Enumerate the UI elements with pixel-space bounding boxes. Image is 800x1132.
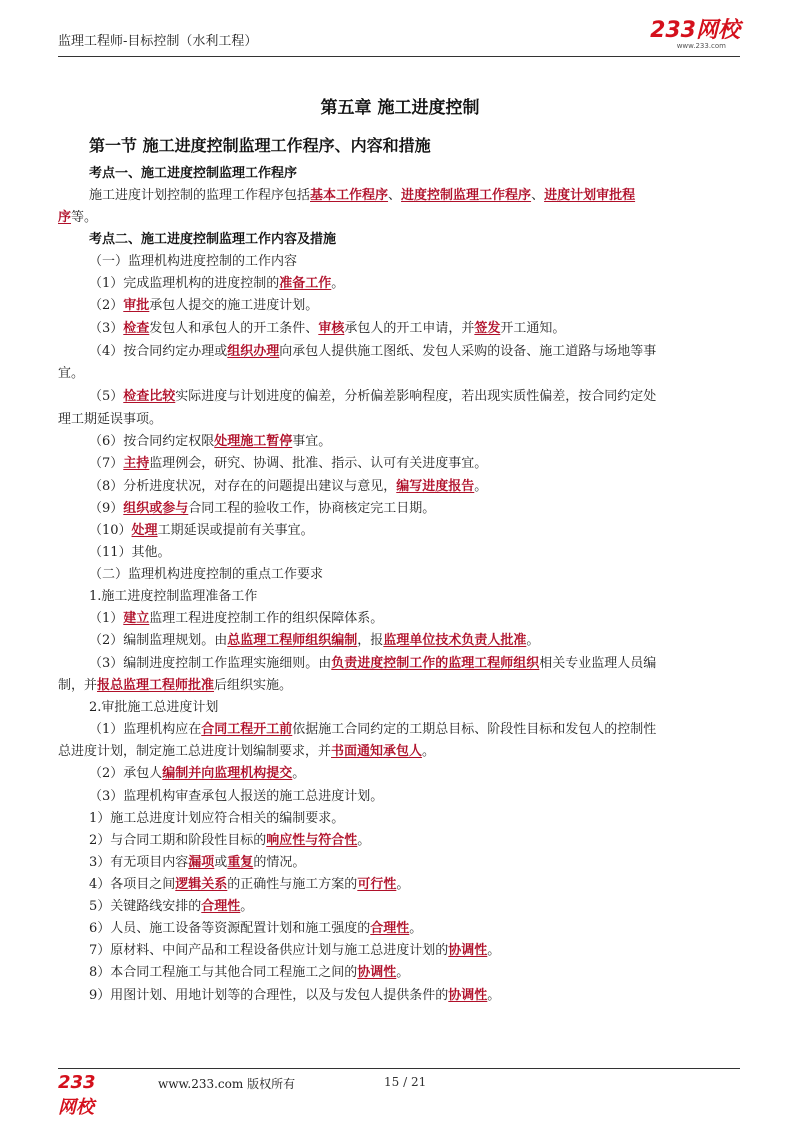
text-line xyxy=(89,896,253,918)
text-segment: 4）各项目之间 xyxy=(89,877,176,892)
logo-text: 233网校 xyxy=(650,18,740,43)
text-line xyxy=(89,763,305,785)
text-segment: （2） xyxy=(89,298,124,313)
text-line xyxy=(89,786,383,808)
text-segment: （2）编制监理规划。由 xyxy=(89,633,228,648)
text-segment: （4）按合同约定办理或 xyxy=(89,344,228,359)
page-header xyxy=(58,0,740,58)
highlighted-term: 检查 xyxy=(123,321,150,336)
text-segment: （8）分析进度状况，对存在的问题提出建议与意见， xyxy=(89,479,397,494)
text-segment: 或 xyxy=(214,855,228,870)
text-segment: 依据施工合同约定的工期总目标、阶段性目标和发包人的控制性 xyxy=(292,722,657,737)
highlighted-term: 总监理工程师组织编制 xyxy=(227,633,358,648)
text-segment: （一）监理机构进度控制的工作内容 xyxy=(89,254,298,269)
text-segment: 合同工程的验收工作，协商核定完工日期。 xyxy=(188,501,436,516)
highlighted-term: 协调性 xyxy=(448,943,488,958)
highlighted-term: 合理性 xyxy=(201,899,241,914)
text-line xyxy=(89,295,318,317)
chapter-title: 第五章 施工进度控制 xyxy=(320,98,480,118)
copyright-text: www.233.com 版权所有 xyxy=(158,1077,296,1091)
highlighted-term: 序 xyxy=(58,210,72,225)
section-title: 第一节 施工进度控制监理工作程序、内容和措施 xyxy=(89,136,431,155)
text-segment: 事宜。 xyxy=(292,434,332,449)
text-line xyxy=(89,830,370,852)
text-segment: 发包人和承包人的开工条件、 xyxy=(149,321,319,336)
text-segment: 5）关键路线安排的 xyxy=(89,899,202,914)
text-segment: 2.审批施工总进度计划 xyxy=(89,700,219,715)
text-segment: 后组织实施。 xyxy=(214,678,293,693)
text-segment: （3）监理机构审查承包人报送的施工总进度计划。 xyxy=(89,789,384,804)
text-segment: 7）原材料、中间产品和工程设备供应计划与施工总进度计划的 xyxy=(89,943,449,958)
text-line xyxy=(89,697,218,719)
text-segment: 。 xyxy=(422,744,436,759)
text-line xyxy=(89,940,500,962)
text-segment: 。 xyxy=(487,988,501,1003)
text-segment: （2）承包人 xyxy=(89,766,163,781)
text-segment: 的情况。 xyxy=(253,855,306,870)
highlighted-term: 协调性 xyxy=(448,988,488,1003)
text-segment: （9） xyxy=(89,501,124,516)
highlighted-term: 处理施工暂停 xyxy=(214,434,293,449)
text-line xyxy=(89,229,336,251)
highlighted-term: 协调性 xyxy=(357,965,397,980)
text-segment: 2）与合同工期和阶段性目标的 xyxy=(89,833,267,848)
text-segment: 承包人提交的施工进度计划。 xyxy=(149,298,319,313)
text-line xyxy=(89,498,435,520)
text-segment: （11）其他。 xyxy=(89,545,171,560)
text-line xyxy=(89,318,565,340)
highlighted-term: 基本工作程序 xyxy=(310,188,389,203)
highlighted-term: 重复 xyxy=(227,855,254,870)
highlighted-term: 负责进度控制工作的监理工程师组织 xyxy=(331,656,540,671)
text-line xyxy=(89,985,500,1007)
text-segment: （7） xyxy=(89,456,124,471)
highlighted-term: 监理单位技术负责人批准 xyxy=(383,633,527,648)
footer-logo[interactable]: 233网校 xyxy=(58,1072,96,1118)
text-segment: 实际进度与计划进度的偏差，分析偏差影响程度，若出现实质性偏差，按合同约定处 xyxy=(175,389,657,404)
text-segment: 。 xyxy=(331,276,345,291)
highlighted-term: 编写进度报告 xyxy=(396,479,475,494)
text-line xyxy=(89,653,656,675)
text-line xyxy=(89,918,422,940)
highlighted-term: 处理 xyxy=(131,523,158,538)
text-segment: 工期延误或提前有关事宜。 xyxy=(157,523,314,538)
footer-divider xyxy=(58,1068,740,1069)
text-segment: 9）用图计划、用地计划等的合理性，以及与发包人提供条件的 xyxy=(89,988,449,1003)
text-segment: 、 xyxy=(388,188,402,203)
text-segment: （5） xyxy=(89,389,124,404)
text-segment: 的正确性与施工方案的 xyxy=(227,877,358,892)
text-segment: 1）施工总进度计划应符合相关的编制要求。 xyxy=(89,811,345,826)
text-line xyxy=(58,363,84,385)
highlighted-term: 建立 xyxy=(123,611,150,626)
text-segment: （1）监理机构应在 xyxy=(89,722,202,737)
text-segment: 监理例会，研究、协调、批准、指示、认可有关进度事宜。 xyxy=(149,456,488,471)
text-line xyxy=(89,431,331,453)
highlighted-term: 书面通知承包人 xyxy=(331,744,423,759)
text-line xyxy=(89,962,409,984)
highlighted-term: 组织办理 xyxy=(227,344,280,359)
highlighted-term: 编制并向监理机构提交 xyxy=(162,766,293,781)
highlighted-term: 合理性 xyxy=(370,921,410,936)
text-segment: 。 xyxy=(396,877,410,892)
brand-logo[interactable] xyxy=(650,20,740,50)
text-line xyxy=(58,675,292,697)
text-line xyxy=(89,852,305,874)
text-segment: 监理工程进度控制工作的组织保障体系。 xyxy=(149,611,384,626)
text-segment: （1） xyxy=(89,611,124,626)
text-segment: （3） xyxy=(89,321,124,336)
header-divider xyxy=(58,56,740,57)
text-segment: （6）按合同约定权限 xyxy=(89,434,215,449)
text-segment: 等。 xyxy=(71,210,98,225)
highlighted-term: 签发 xyxy=(474,321,501,336)
text-segment: ，报 xyxy=(357,633,384,648)
text-segment: 。 xyxy=(487,943,501,958)
text-line xyxy=(89,542,171,564)
text-line xyxy=(89,273,344,295)
text-segment: 1.施工进度控制监理准备工作 xyxy=(89,589,258,604)
text-segment: 制，并 xyxy=(58,678,98,693)
text-segment: 理工期延误事项。 xyxy=(58,412,163,427)
page-number: 15 / 21 xyxy=(384,1075,427,1089)
text-line xyxy=(89,874,409,896)
text-segment: 施工进度计划控制的监理工作程序包括 xyxy=(89,188,311,203)
text-segment: 宜。 xyxy=(58,366,85,381)
highlighted-term: 报总监理工程师批准 xyxy=(97,678,215,693)
text-segment: 。 xyxy=(396,965,410,980)
highlighted-term: 组织或参与 xyxy=(123,501,189,516)
text-line xyxy=(89,185,635,207)
text-line xyxy=(89,251,297,273)
text-segment: 6）人员、施工设备等资源配置计划和施工强度的 xyxy=(89,921,371,936)
text-segment: 8）本合同工程施工与其他合同工程施工之间的 xyxy=(89,965,358,980)
highlighted-term: 漏项 xyxy=(188,855,215,870)
text-segment: 。 xyxy=(240,899,254,914)
logo-url: www.233.com xyxy=(676,42,726,50)
topic-heading: 考点二、施工进度控制监理工作内容及措施 xyxy=(89,232,337,247)
highlighted-term: 合同工程开工前 xyxy=(201,722,293,737)
text-line xyxy=(58,207,97,229)
text-line xyxy=(89,608,383,630)
text-segment: 、 xyxy=(531,188,545,203)
text-line xyxy=(89,453,487,475)
text-segment: 总进度计划，制定施工总进度计划编制要求，并 xyxy=(58,744,332,759)
text-line xyxy=(89,564,323,586)
text-segment: 3）有无项目内容 xyxy=(89,855,189,870)
highlighted-term: 进度计划审批程 xyxy=(544,188,636,203)
highlighted-term: 进度控制监理工作程序 xyxy=(401,188,532,203)
text-line xyxy=(89,520,314,542)
highlighted-term: 审批 xyxy=(123,298,150,313)
text-segment: 。 xyxy=(526,633,540,648)
text-line xyxy=(89,386,656,408)
text-segment: 相关专业监理人员编 xyxy=(539,656,657,671)
text-segment: （3）编制进度控制工作监理实施细则。由 xyxy=(89,656,332,671)
topic-heading: 考点一、施工进度控制监理工作程序 xyxy=(89,166,298,181)
text-segment: （二）监理机构进度控制的重点工作要求 xyxy=(89,567,324,582)
highlighted-term: 检查比较 xyxy=(123,389,176,404)
text-line xyxy=(89,476,487,498)
text-line xyxy=(89,586,257,608)
highlighted-term: 逻辑关系 xyxy=(175,877,228,892)
text-segment: 。 xyxy=(357,833,371,848)
highlighted-term: 可行性 xyxy=(357,877,397,892)
text-line xyxy=(89,808,344,830)
text-segment: 承包人的开工申请，并 xyxy=(344,321,475,336)
text-line xyxy=(58,741,435,763)
highlighted-term: 响应性与符合性 xyxy=(266,833,358,848)
text-segment: 。 xyxy=(409,921,423,936)
text-segment: 。 xyxy=(474,479,488,494)
text-segment: 开工通知。 xyxy=(500,321,566,336)
text-line xyxy=(58,409,162,431)
highlighted-term: 准备工作 xyxy=(279,276,332,291)
text-segment: （10） xyxy=(89,523,132,538)
text-segment: （1）完成监理机构的进度控制的 xyxy=(89,276,280,291)
text-line xyxy=(89,163,297,185)
text-line xyxy=(89,719,656,741)
text-line xyxy=(89,341,656,363)
text-line xyxy=(89,630,539,652)
highlighted-term: 主持 xyxy=(123,456,150,471)
text-segment: 。 xyxy=(292,766,306,781)
header-title: 监理工程师-目标控制（水利工程） xyxy=(58,34,258,49)
highlighted-term: 审核 xyxy=(318,321,345,336)
text-segment: 向承包人提供施工图纸、发包人采购的设备、施工道路与场地等事 xyxy=(279,344,657,359)
